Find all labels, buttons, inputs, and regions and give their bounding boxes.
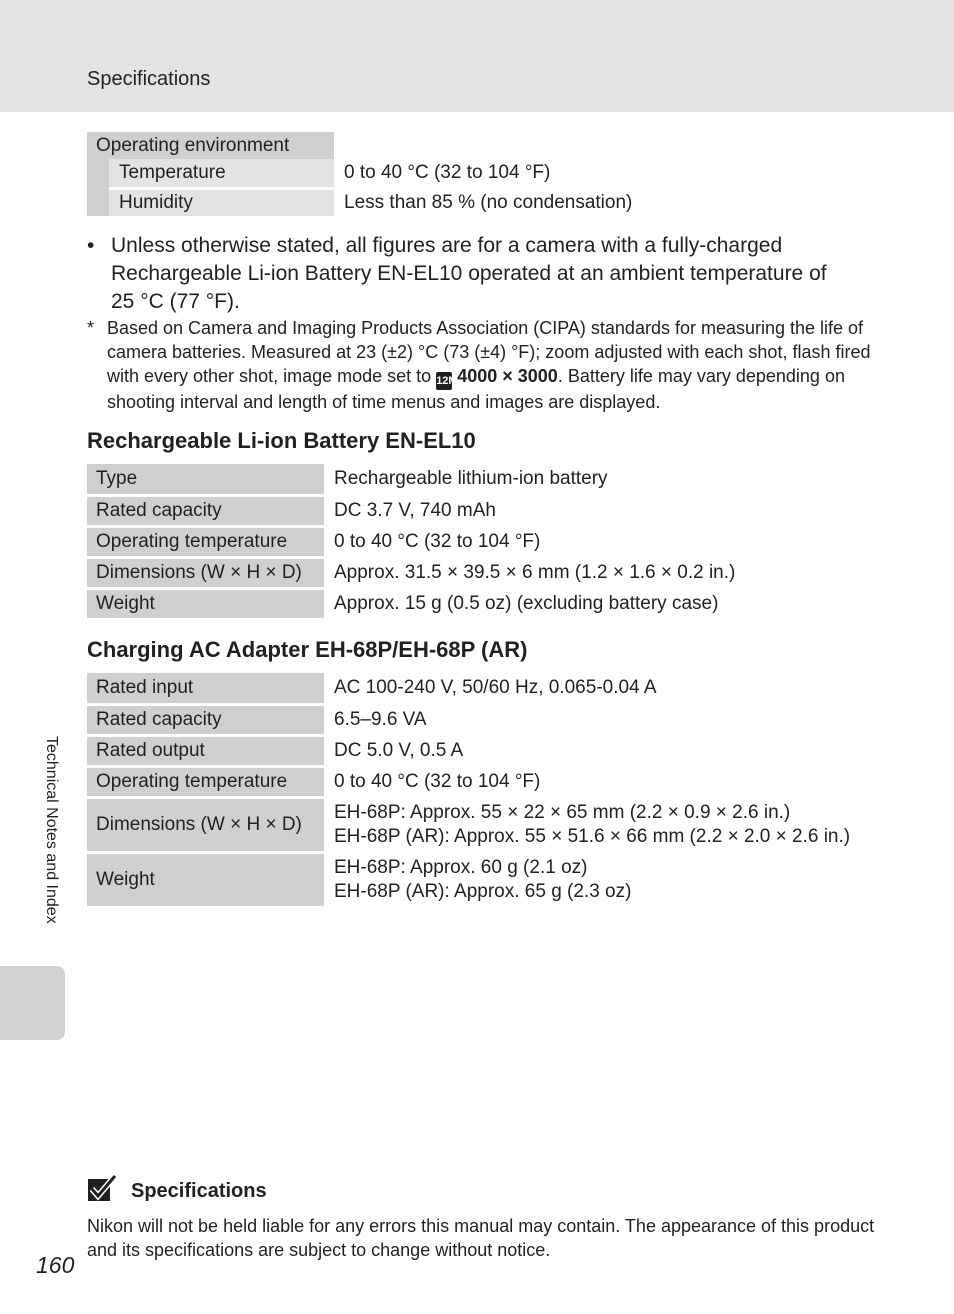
environment-label: Temperature: [109, 159, 334, 188]
spec-value: [324, 852, 867, 907]
spec-value: Approx. 31.5 × 39.5 × 6 mm (1.2 × 1.6 × 0.2 in.): [324, 557, 867, 588]
spec-value: DC 5.0 V, 0.5 A: [324, 735, 867, 766]
page-number: 160: [36, 1252, 75, 1278]
note-body: Nikon will not be held liable for any errors this manual may contain. The appearance of this product and its specifications are subject to change without notice.: [87, 1216, 875, 1260]
environment-strip: [87, 159, 109, 217]
spec-label: Rated capacity: [87, 704, 324, 735]
spec-value: 0 to 40 °C (32 to 104 °F): [324, 766, 867, 797]
spec-label: Dimensions (W × H × D): [87, 557, 324, 588]
section-side-label: Technical Notes and Index: [43, 736, 60, 924]
bullet-symbol: •: [87, 234, 95, 257]
spec-label: Rated capacity: [87, 495, 324, 526]
environment-value: 0 to 40 °C (32 to 104 °F): [334, 159, 867, 188]
spec-label: Type: [87, 464, 324, 495]
section-tab: [0, 966, 65, 1040]
image-mode-icon: 12M: [436, 372, 452, 390]
environment-value: Less than 85 % (no condensation): [334, 188, 867, 217]
page-header-title: Specifications: [87, 68, 211, 90]
image-mode-value: 4000 × 3000: [457, 366, 558, 386]
check-note-icon: [87, 1174, 117, 1204]
spec-value: 0 to 40 °C (32 to 104 °F): [324, 526, 867, 557]
spec-value-line: EH-68P: Approx. 55 × 22 × 65 mm (2.2 × 0.9 × 2.6 in.): [334, 801, 791, 823]
spec-label: Operating temperature: [87, 766, 324, 797]
spec-value: 6.5–9.6 VA: [324, 704, 867, 735]
footnote-text-after: . Battery life may vary depending on shooting interval and length of time menus and images are displayed.: [107, 366, 845, 412]
note-title: Specifications: [131, 1180, 267, 1202]
spec-value: Approx. 15 g (0.5 oz) (excluding battery case): [324, 588, 867, 619]
spec-value-line: EH-68P: Approx. 60 g (2.1 oz): [334, 856, 588, 878]
bullet-text: Unless otherwise stated, all figures are for a camera with a fully-charged Rechargeable Li-ion Battery EN-EL10 operated at an ambient temperature of 25 °C (77 °F).: [111, 234, 827, 313]
spec-label: Weight: [87, 852, 324, 907]
adapter-section-title: Charging AC Adapter EH-68P/EH-68P (AR): [87, 637, 528, 662]
environment-heading: Operating environment: [87, 132, 334, 159]
adapter-spec-table: [87, 673, 867, 909]
spec-value: AC 100-240 V, 50/60 Hz, 0.065-0.04 A: [324, 673, 867, 704]
spec-label: Weight: [87, 588, 324, 619]
header-band: [0, 0, 954, 112]
spec-value: [324, 797, 867, 852]
spec-value: Rechargeable lithium-ion battery: [324, 464, 867, 495]
operating-environment-table: [87, 132, 867, 219]
spec-value-line: EH-68P (AR): Approx. 65 g (2.3 oz): [334, 880, 632, 902]
environment-label: Humidity: [109, 188, 334, 217]
footnote-text: [107, 316, 877, 414]
spec-label: Rated input: [87, 673, 324, 704]
footnote-text-before: Based on Camera and Imaging Products Association (CIPA) standards for measuring the life of camera batteries. Measured at 23 (±2) °C (73 (±4) °F); zoom adjusted with each shot, flash fired with every other shot, image mode set to: [107, 318, 871, 386]
footnote-symbol: *: [87, 318, 95, 338]
spec-label: Dimensions (W × H × D): [87, 797, 324, 852]
battery-spec-table: [87, 464, 867, 621]
spec-value-line: EH-68P (AR): Approx. 55 × 51.6 × 66 mm (2.2 × 2.0 × 2.6 in.): [334, 825, 851, 847]
spec-label: Rated output: [87, 735, 324, 766]
battery-section-title: Rechargeable Li-ion Battery EN-EL10: [87, 428, 476, 453]
spec-label: Operating temperature: [87, 526, 324, 557]
spec-value: DC 3.7 V, 740 mAh: [324, 495, 867, 526]
